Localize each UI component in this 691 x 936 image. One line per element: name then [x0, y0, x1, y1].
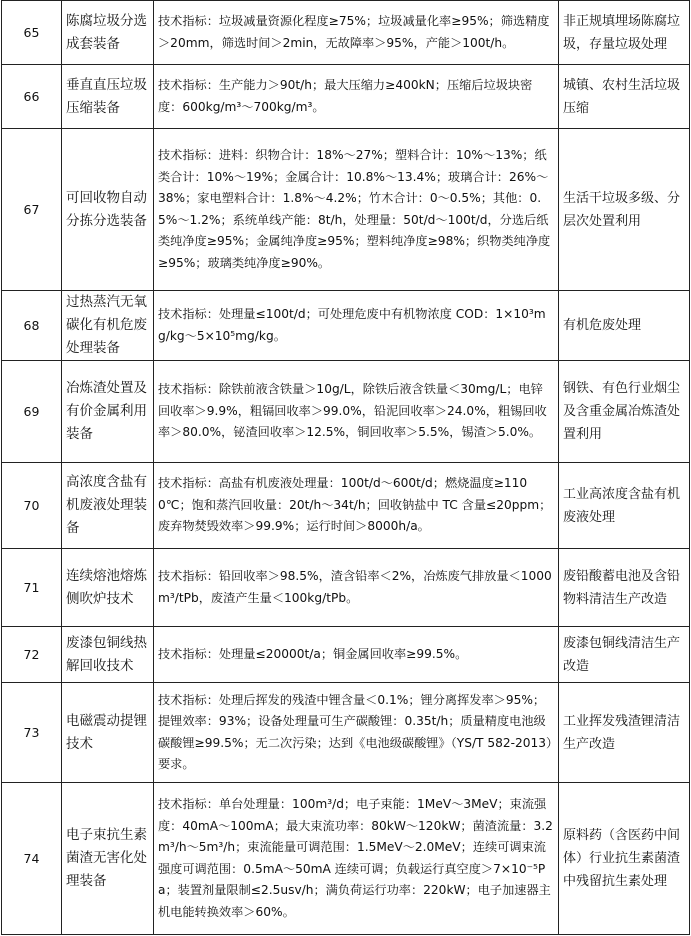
table-row	[2, 129, 690, 291]
row-number: 71	[2, 549, 62, 627]
application-scope: 有机危废处理	[559, 291, 690, 361]
technical-spec: 技术指标：处理量≤100t/d；可处理危废中有机物浓度 COD：1×10³mg/kg～5×10⁵mg/kg。	[154, 291, 559, 361]
row-number: 70	[2, 463, 62, 549]
application-scope: 废漆包铜线清洁生产改造	[559, 627, 690, 683]
table-row	[2, 1, 690, 65]
equipment-name: 电磁震动提锂技术	[62, 683, 154, 783]
row-number: 67	[2, 129, 62, 291]
equipment-name: 电子束抗生素菌渣无害化处理装备	[62, 783, 154, 935]
application-scope: 原料药（含医药中间体）行业抗生素菌渣中残留抗生素处理	[559, 783, 690, 935]
equipment-name: 连续熔池熔炼侧吹炉技术	[62, 549, 154, 627]
application-scope: 城镇、农村生活垃圾压缩	[559, 65, 690, 129]
equipment-table	[1, 0, 690, 935]
technical-spec: 技术指标：垃圾减量资源化程度≥75%；垃圾减量化率≥95%；筛选精度＞20mm，筛选时间＞2min，无故障率＞95%，产能＞100t/h。	[154, 1, 559, 65]
technical-spec: 技术指标：除铁前液含铁量＞10g/L，除铁后液含铁量＜30mg/L；电锌回收率＞9.9%，粗镉回收率＞99.0%，铅泥回收率＞24.0%，粗锡回收率＞80.0%，铋渣回收率＞12.5%，铜回收率＞5.5%，锡渣＞5.0%。	[154, 361, 559, 463]
technical-spec: 技术指标：处理后挥发的残渣中锂含量＜0.1%；锂分离挥发率＞95%；提锂效率：93%；设备处理量可生产碳酸锂：0.35t/h；质量精度电池级碳酸锂≥99.5%；无二次污染；达到《电池级碳酸锂》（YS/T 582-2013）要求。	[154, 683, 559, 783]
application-scope: 非正规填埋场陈腐垃圾，存量垃圾处理	[559, 1, 690, 65]
table-row	[2, 549, 690, 627]
table-row	[2, 65, 690, 129]
table-row	[2, 463, 690, 549]
row-number: 72	[2, 627, 62, 683]
equipment-name: 垂直直压垃圾压缩装备	[62, 65, 154, 129]
row-number: 69	[2, 361, 62, 463]
technical-spec: 技术指标：进料：织物合计：18%～27%；塑料合计：10%～13%；纸类合计：10%～19%；金属合计：10.8%～13.4%；玻璃合计：26%～38%；家电塑料合计：1.8%～4.2%；竹木合计：0～0.5%；其他：0.5%～1.2%；系统单线产能：8t/h，处理量：50t/d～100t/d，分选后纸类纯净度≥95%；金属纯净度≥95%；塑料纯净度≥98%；织物类纯净度≥95%；玻璃类纯净度≥90%。	[154, 129, 559, 291]
table-row	[2, 783, 690, 935]
equipment-name: 冶炼渣处置及有价金属利用装备	[62, 361, 154, 463]
technical-spec: 技术指标：生产能力＞90t/h；最大压缩力≥400kN；压缩后垃圾块密度：600kg/m³～700kg/m³。	[154, 65, 559, 129]
row-number: 68	[2, 291, 62, 361]
table-row	[2, 291, 690, 361]
row-number: 74	[2, 783, 62, 935]
row-number: 66	[2, 65, 62, 129]
technical-spec: 技术指标：高盐有机废液处理量：100t/d～600t/d；燃烧温度≥1100℃；饱和蒸汽回收量：20t/h～34t/h；回收钠盐中 TC 含量≤20ppm；废弃物焚毁效率＞99.9%；运行时间＞8000h/a。	[154, 463, 559, 549]
equipment-name: 废漆包铜线热解回收技术	[62, 627, 154, 683]
table-row	[2, 627, 690, 683]
application-scope: 工业高浓度含盐有机废液处理	[559, 463, 690, 549]
application-scope: 生活干垃圾多级、分层次处置利用	[559, 129, 690, 291]
application-scope: 工业挥发残渣锂清洁生产改造	[559, 683, 690, 783]
technical-spec: 技术指标：处理量≤20000t/a；铜金属回收率≥99.5%。	[154, 627, 559, 683]
technical-spec: 技术指标：铅回收率＞98.5%，渣含铅率＜2%，冶炼废气排放量＜1000m³/tPb，废渣产生量＜100kg/tPb。	[154, 549, 559, 627]
equipment-name: 陈腐垃圾分选成套装备	[62, 1, 154, 65]
technical-spec: 技术指标：单台处理量：100m³/d；电子束能：1MeV～3MeV；束流强度：40mA～100mA；最大束流功率：80kW～120kW；菌渣流量：3.2m³/h～5m³/h；束流能量可调范围：1.5MeV～2.0MeV；连续可调束流强度可调范围：0.5mA～50mA 连续可调；负载运行真空度＞7×10⁻⁵Pa；装置剂量限制≤2.5usv/h；满负荷运行功率：220kW；电子加速器主机电能转换效率＞60%。	[154, 783, 559, 935]
table-row	[2, 361, 690, 463]
row-number: 73	[2, 683, 62, 783]
row-number: 65	[2, 1, 62, 65]
equipment-name: 过热蒸汽无氧碳化有机危废处理装备	[62, 291, 154, 361]
equipment-name: 高浓度含盐有机废液处理装备	[62, 463, 154, 549]
equipment-name: 可回收物自动分拣分选装备	[62, 129, 154, 291]
application-scope: 废铅酸蓄电池及含铅物料清洁生产改造	[559, 549, 690, 627]
table-row	[2, 683, 690, 783]
application-scope: 钢铁、有色行业烟尘及含重金属冶炼渣处置利用	[559, 361, 690, 463]
